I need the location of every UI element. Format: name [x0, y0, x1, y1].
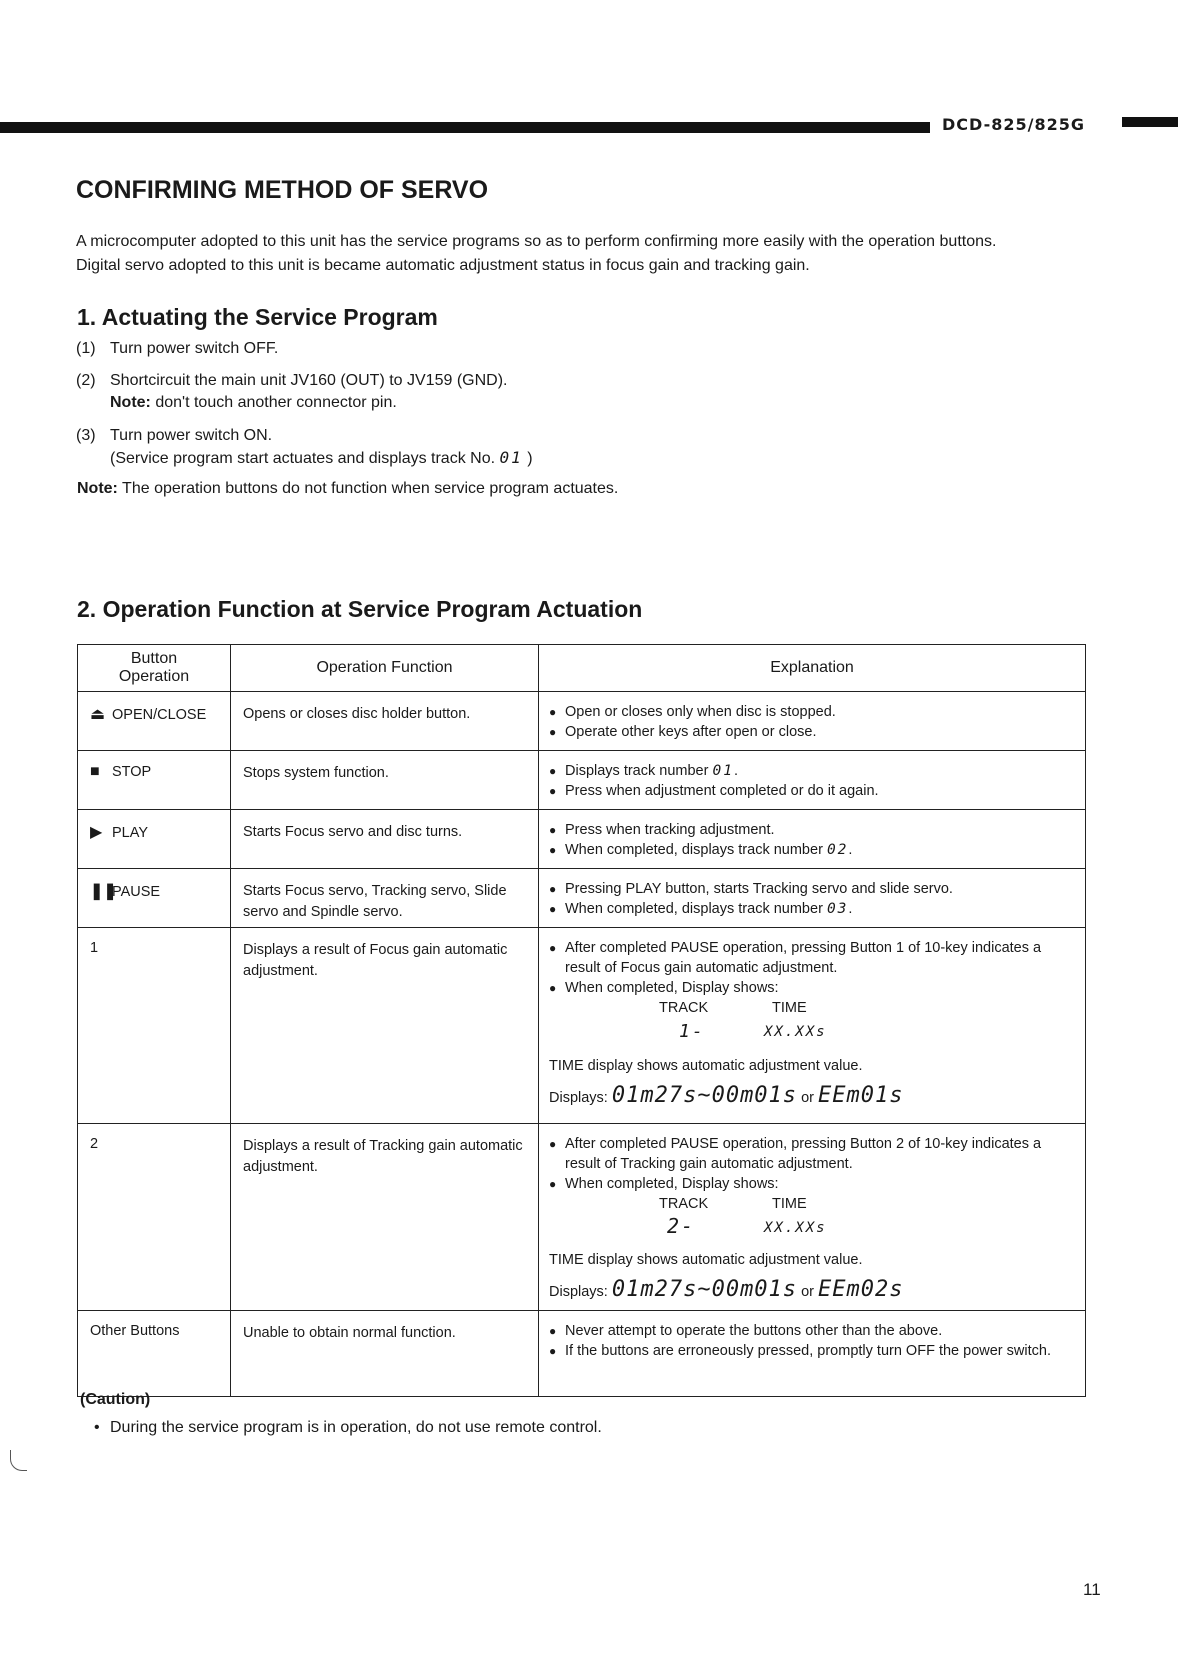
note-text: don't touch another connector pin. [155, 394, 397, 411]
note-label: Note: [110, 394, 151, 411]
page-number: 11 [1083, 1580, 1101, 1599]
table-row [78, 1124, 1086, 1311]
explanation-item: ● After completed PAUSE operation, pressing Button 1 of 10-key indicates a result of Focus gain automatic adjustment. [549, 938, 1077, 978]
time-display: XX.XXs [764, 1024, 827, 1040]
display-readout [549, 1194, 1077, 1248]
table-row [78, 751, 1086, 810]
function-text: Starts Focus servo, Tracking servo, Slide servo and Spindle servo. [243, 883, 507, 920]
table-row [78, 869, 1086, 928]
displays-label: Displays: [549, 1090, 608, 1106]
explanation-item: ● Operate other keys after open or close. [549, 722, 1077, 742]
button-name: PLAY [112, 825, 149, 841]
explanation-item [549, 899, 1077, 919]
or-text: or [801, 1284, 814, 1300]
track-display: 1- [679, 1021, 705, 1042]
step-text: Turn power switch OFF. [110, 340, 279, 357]
stop-icon: ■ [90, 763, 100, 780]
button-name: PAUSE [112, 884, 161, 900]
function-text: Displays a result of Focus gain automatic adjustment. [243, 942, 508, 979]
function-text: Displays a result of Tracking gain automatic adjustment. [243, 1138, 523, 1175]
page-title: CONFIRMING METHOD OF SERVO [76, 176, 489, 204]
section1-heading: 1. Actuating the Service Program [77, 304, 438, 330]
step-number: (1) [76, 340, 96, 357]
explanation-item: ● Never attempt to operate the buttons other than the above. [549, 1321, 1077, 1341]
header-button-text: Button Operation [118, 650, 190, 685]
time-display: XX.XXs [764, 1220, 827, 1236]
alt-display: EEm02s [818, 1277, 904, 1302]
service-note [77, 480, 618, 498]
detail-close: ) [527, 450, 533, 467]
table-row [78, 1311, 1086, 1397]
play-icon: ▶ [90, 824, 103, 841]
track-display: 2- [667, 1214, 696, 1238]
function-text: Starts Focus servo and disc turns. [243, 824, 463, 840]
or-text: or [801, 1090, 814, 1106]
page-mark [10, 1450, 27, 1471]
explanation-end: . [733, 763, 738, 779]
display-readout [549, 998, 1077, 1052]
pause-icon: ❚❚ [90, 883, 117, 900]
button-name: OPEN/CLOSE [112, 707, 207, 723]
header-explanation: Explanation [539, 645, 1086, 692]
explanation-item: ● When completed, Display shows: [549, 978, 1077, 998]
step-list [76, 338, 976, 470]
step-1 [76, 338, 976, 360]
segment-display: 03 [826, 901, 849, 917]
step-2 [76, 370, 976, 414]
intro [76, 230, 1116, 278]
step-text: Turn power switch ON. [110, 427, 273, 444]
button-name: Other Buttons [90, 1323, 180, 1339]
button-name: STOP [112, 764, 152, 780]
explanation-item: ● Pressing PLAY button, starts Tracking servo and slide servo. [549, 879, 1077, 899]
explanation-item [549, 840, 1077, 860]
display-range [549, 1277, 1077, 1302]
explanation-text: Displays track number [565, 763, 709, 779]
header-bar [0, 122, 930, 133]
table-row [78, 692, 1086, 751]
function-text: Stops system function. [243, 765, 389, 781]
segment-display: 02 [826, 842, 849, 858]
table-row [78, 928, 1086, 1124]
table-header-row [78, 645, 1086, 692]
header-button [78, 645, 231, 692]
range-display: 01m27s~00m01s [611, 1083, 798, 1108]
explanation-item: ● Press when tracking adjustment. [549, 820, 1077, 840]
step-detail [110, 447, 976, 470]
segment-display: 01 [712, 763, 734, 779]
note-text: The operation buttons do not function when service program actuates. [122, 480, 619, 497]
explanation-item: ● If the buttons are erroneously pressed, promptly turn OFF the power switch. [549, 1341, 1077, 1361]
explanation-text: When completed, displays track number [565, 901, 823, 917]
model-number: DCD-825/825G [942, 115, 1086, 134]
detail-text: (Service program start actuates and displays track No. [110, 450, 496, 467]
button-name: 1 [90, 940, 99, 956]
displays-label: Displays: [549, 1284, 608, 1300]
track-label: TRACK [659, 1196, 709, 1212]
step-note [110, 392, 976, 414]
explanation-item [549, 761, 1077, 781]
function-text: Unable to obtain normal function. [243, 1325, 456, 1341]
button-name: 2 [90, 1136, 99, 1152]
step-3 [76, 425, 976, 470]
time-note: TIME display shows automatic adjustment value. [549, 1058, 863, 1074]
explanation-item: ● After completed PAUSE operation, pressing Button 2 of 10-key indicates a result of Tracking gain automatic adjustment. [549, 1134, 1077, 1174]
explanation-end: . [848, 901, 853, 917]
time-label: TIME [772, 1196, 807, 1212]
section2-heading: 2. Operation Function at Service Program Actuation [77, 596, 643, 622]
display-range [549, 1083, 1077, 1108]
operation-table [77, 644, 1086, 1397]
caution-text: • During the service program is in operation, do not use remote control. [94, 1419, 602, 1437]
step-number: (3) [76, 427, 96, 444]
caution-title: (Caution) [80, 1391, 151, 1408]
intro-line-2: Digital servo adopted to this unit is became automatic adjustment status in focus gain and tracking gain. [76, 257, 810, 274]
header-bar-end [1122, 117, 1178, 127]
function-text: Opens or closes disc holder button. [243, 706, 471, 722]
intro-line-1: A microcomputer adopted to this unit has the service programs so as to perform confirming more easily with the operation buttons. [76, 233, 997, 250]
step-number: (2) [76, 372, 96, 389]
table-row [78, 810, 1086, 869]
header-function: Operation Function [231, 645, 539, 692]
explanation-item: ● When completed, Display shows: [549, 1174, 1077, 1194]
eject-icon: ⏏ [90, 706, 106, 723]
range-display: 01m27s~00m01s [611, 1277, 798, 1302]
explanation-end: . [848, 842, 853, 858]
time-label: TIME [772, 1000, 807, 1016]
alt-display: EEm01s [818, 1083, 904, 1108]
step-text: Shortcircuit the main unit JV160 (OUT) to JV159 (GND). [110, 372, 508, 389]
explanation-text: When completed, displays track number [565, 842, 823, 858]
explanation-item: ● Open or closes only when disc is stopped. [549, 702, 1077, 722]
note-label: Note: [77, 480, 118, 497]
segment-display: 01 [499, 448, 523, 467]
time-note: TIME display shows automatic adjustment value. [549, 1252, 863, 1268]
explanation-item: ● Press when adjustment completed or do it again. [549, 781, 1077, 801]
track-label: TRACK [659, 1000, 709, 1016]
caution [80, 1391, 602, 1437]
